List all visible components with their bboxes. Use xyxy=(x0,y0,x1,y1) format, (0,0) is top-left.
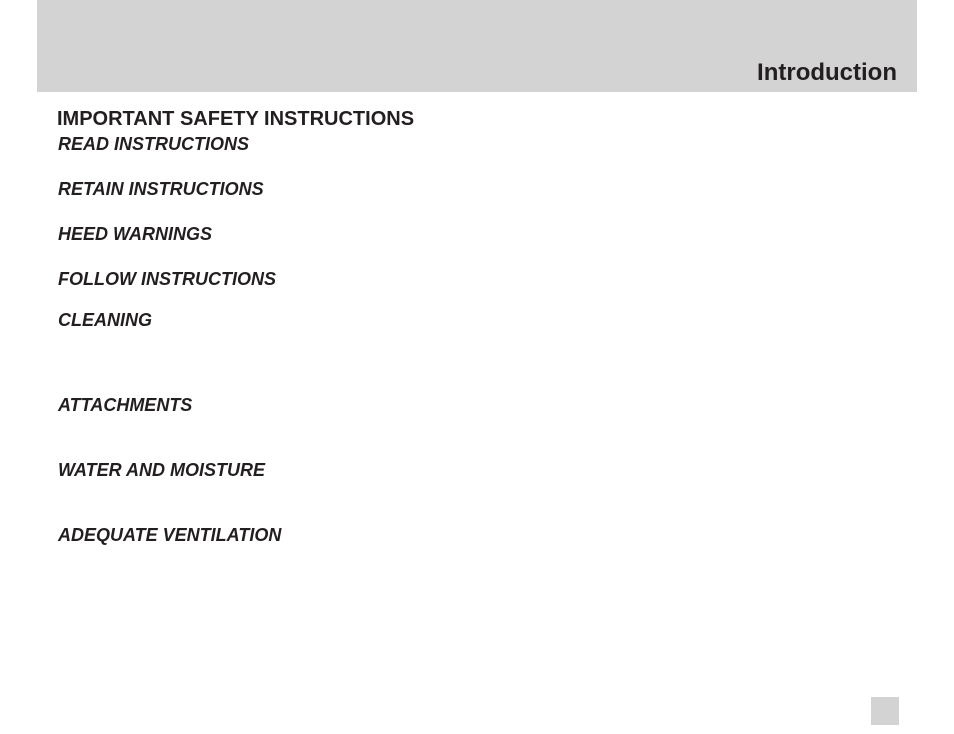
section-title: Introduction xyxy=(757,59,897,86)
header-band xyxy=(37,0,917,92)
instruction-heed-warnings: HEED WARNINGS xyxy=(58,224,213,244)
instruction-read: READ INSTRUCTIONS xyxy=(58,134,250,154)
instruction-cleaning: CLEANING xyxy=(58,310,152,330)
instruction-attachments: ATTACHMENTS xyxy=(58,395,193,415)
safety-heading: IMPORTANT SAFETY INSTRUCTIONS xyxy=(57,108,415,130)
page-number-tab xyxy=(871,697,899,725)
instruction-follow: FOLLOW INSTRUCTIONS xyxy=(58,269,276,289)
instruction-retain: RETAIN INSTRUCTIONS xyxy=(58,179,264,199)
instruction-ventilation: ADEQUATE VENTILATION xyxy=(58,525,282,545)
instruction-water-moisture: WATER AND MOISTURE xyxy=(58,460,265,480)
